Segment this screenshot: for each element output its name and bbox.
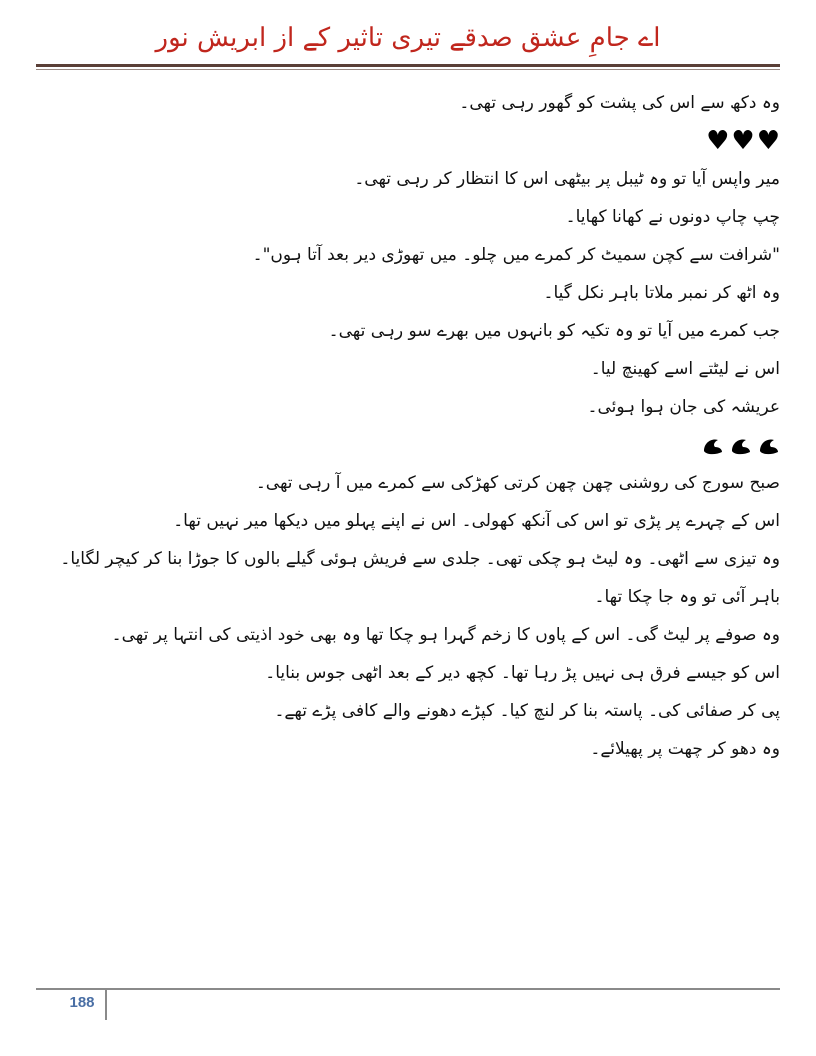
- text-line: وہ تیزی سے اٹھی۔ وہ لیٹ ہو چکی تھی۔ جلدی سے فریش ہوئی گیلے بالوں کا جوڑا بنا کر کیچر لگایا۔: [60, 549, 780, 569]
- text-line: اس نے لیٹتے اسے کھینچ لیا۔: [590, 359, 780, 379]
- heart-icon: ♥: [706, 126, 730, 156]
- text-line: صبح سورج کی روشنی چھن چھن کرتی کھڑکی سے کمرے میں آ رہی تھی۔: [255, 473, 780, 493]
- page-number: 188: [69, 994, 95, 1011]
- drops-ornament: [100, 426, 780, 464]
- drop-icon: [702, 437, 724, 455]
- page-number-divider: [105, 990, 107, 1020]
- hearts-ornament: [100, 122, 780, 160]
- header-divider: [36, 64, 780, 67]
- text-line: پی کر صفائی کی۔ پاستہ بنا کر لنچ کیا۔ کپڑے دھونے والے کافی پڑے تھے۔: [274, 701, 780, 721]
- text-line: وہ دھو کر چھت پر پھیلائے۔: [590, 739, 780, 759]
- text-line: وہ صوفے پر لیٹ گی۔ اس کے پاوں کا زخم گہرا ہو چکا تھا وہ بھی خود اذیتی کی انتہا پر تھی۔: [111, 625, 780, 645]
- text-line: باہر آئی تو وہ جا چکا تھا۔: [594, 587, 780, 607]
- chapter-title: اے جامِ عشق صدقے تیری تاثیر کے از ابریش نور: [155, 23, 661, 53]
- text-line: وہ اٹھ کر نمبر ملاتا باہر نکل گیا۔: [543, 283, 780, 303]
- text-line: وہ دکھ سے اس کی پشت کو گھور رہی تھی۔: [459, 93, 780, 113]
- text-line: چپ چاپ دونوں نے کھانا کھایا۔: [565, 207, 780, 227]
- text-line: اس کو جیسے فرق ہی نہیں پڑ رہا تھا۔ کچھ دیر کے بعد اٹھی جوس بنایا۔: [265, 663, 780, 683]
- heart-icon: ♥: [731, 126, 755, 156]
- drop-icon: [758, 437, 780, 455]
- text-line: اس کے چہرے پر پڑی تو اس کی آنکھ کھولی۔ اس نے اپنے پہلو میں دیکھا میر نہیں تھا۔: [173, 511, 780, 531]
- footer-divider: [36, 988, 780, 990]
- drop-icon: [730, 437, 752, 455]
- text-line: عریشہ کی جان ہوا ہوئی۔: [587, 397, 780, 417]
- text-line: میر واپس آیا تو وہ ٹیبل پر بیٹھی اس کا انتظار کر رہی تھی۔: [354, 169, 780, 189]
- text-line: "شرافت سے کچن سمیٹ کر کمرے میں چلو۔ میں تھوڑی دیر بعد آتا ہوں"۔: [252, 245, 780, 265]
- header-divider-thin: [36, 69, 780, 70]
- heart-icon: ♥: [756, 126, 780, 156]
- story-body: [60, 84, 780, 768]
- text-line: جب کمرے میں آیا تو وہ تکیہ کو بانہوں میں بھرے سو رہی تھی۔: [328, 321, 780, 341]
